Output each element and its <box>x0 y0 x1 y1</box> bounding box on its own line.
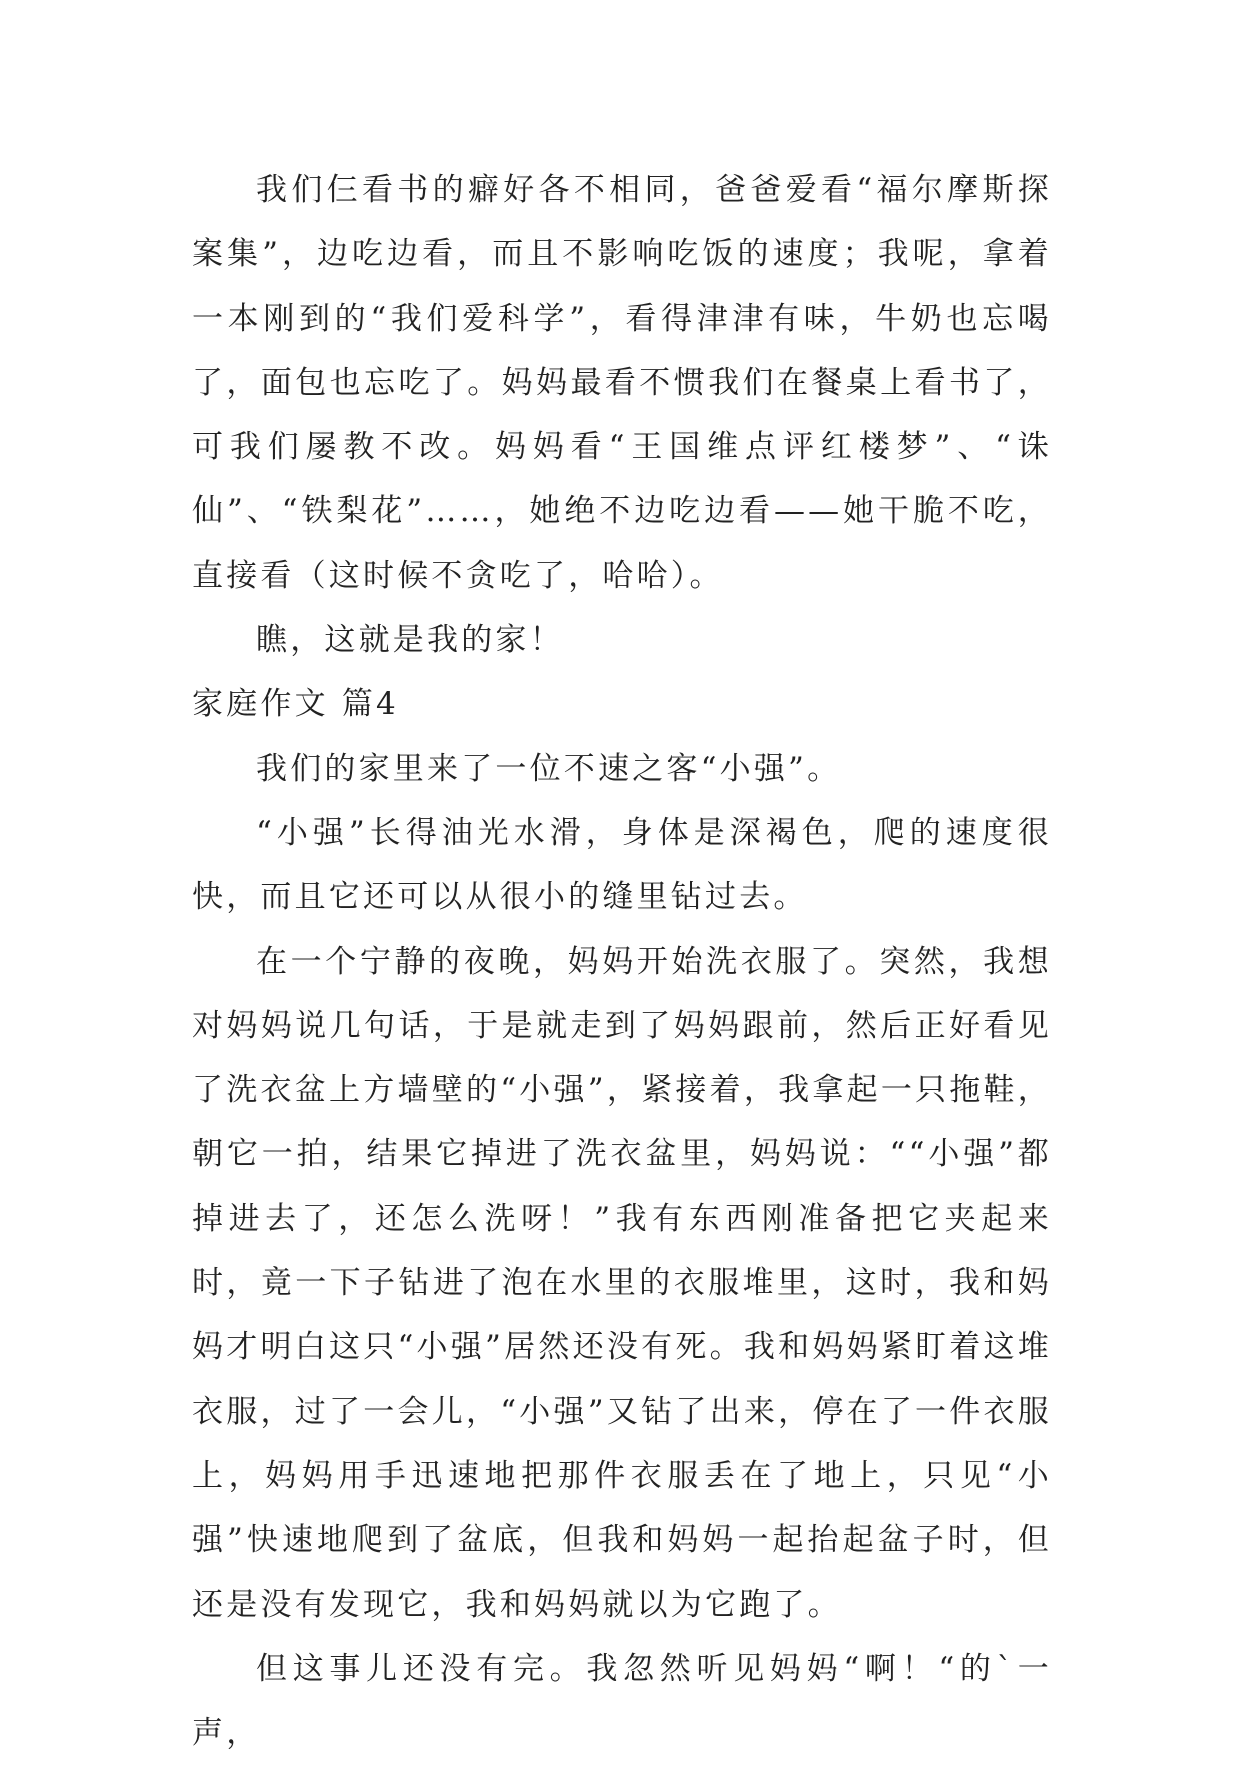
section-title: 家庭作文 篇4 <box>192 686 399 723</box>
paragraph-reading-habits: 我们仨看书的癖好各不相同，爸爸爱看“福尔摩斯探案集”，边吃边看，而且不影响吃饭的速度；我呢，拿着一本刚到的“我们爱科学”，看得津津有味，牛奶也忘喝了，面包也忘吃了。妈妈最看不惯我们在餐桌上看书了，可我们屡教不改。妈妈看“王国维点评红楼梦”、“诛仙”、“铁梨花”……，她绝不边吃边看——她干脆不吃，直接看（这时候不贪吃了，哈哈）。 <box>192 172 1052 594</box>
paragraph-not-over-yet: 但这事儿还没有完。我忽然听见妈妈“啊！“的`一声， <box>192 1650 1052 1752</box>
paragraph-uninvited-guest: 我们的家里来了一位不速之客“小强”。 <box>256 750 842 787</box>
document-body <box>192 158 1052 1765</box>
paragraph-cockroach-description: “小强”长得油光水滑，身体是深褐色，爬的速度很快，而且它还可以从很小的缝里钻过去。 <box>192 814 1052 916</box>
paragraph-this-is-my-home: 瞧，这就是我的家！ <box>256 622 564 659</box>
paragraph-laundry-story: 在一个宁静的夜晚，妈妈开始洗衣服了。突然，我想对妈妈说几句话，于是就走到了妈妈跟前，然后正好看见了洗衣盆上方墙壁的“小强”，紧接着，我拿起一只拖鞋，朝它一拍，结果它掉进了洗衣盆里，妈妈说：““小强”都掉进去了，还怎么洗呀！”我有东西刚准备把它夹起来时，竟一下子钻进了泡在水里的衣服堆里，这时，我和妈妈才明白这只“小强”居然还没有死。我和妈妈紧盯着这堆衣服，过了一会儿，“小强”又钻了出来，停在了一件衣服上，妈妈用手迅速地把那件衣服丢在了地上，只见“小强”快速地爬到了盆底，但我和妈妈一起抬起盆子时，但还是没有发现它，我和妈妈就以为它跑了。 <box>192 943 1052 1623</box>
